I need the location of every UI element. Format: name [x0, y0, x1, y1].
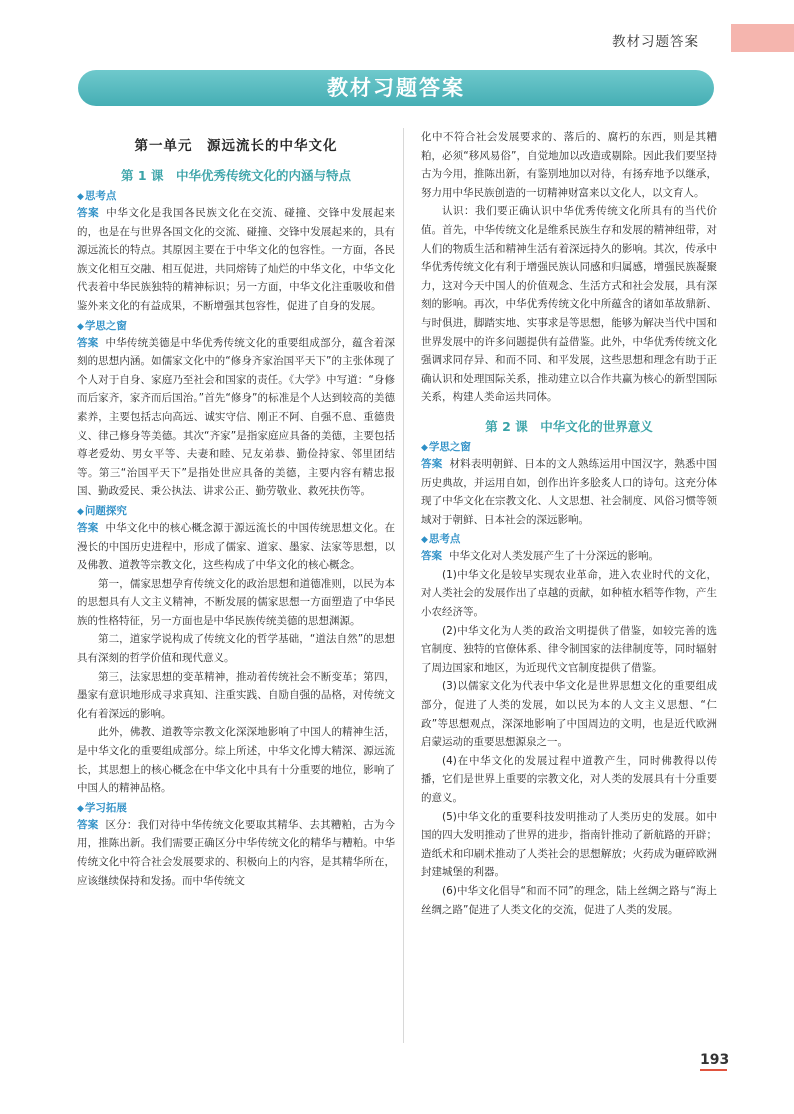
- left-column: [77, 128, 395, 890]
- answer-paragraph: [421, 547, 717, 566]
- right-column: [421, 128, 717, 919]
- answer-tag: 答案: [77, 207, 100, 219]
- body-paragraph: 第一，儒家思想孕育传统文化的政治思想和道德准则，以民为本的思想具有人文主义精神，不断发展的儒家思想一方面塑造了中华民族的性格特征，另一方面也是中华民族传统美德的思想渊源。: [77, 577, 395, 627]
- answer-paragraph: [77, 334, 395, 501]
- body-paragraph: (1)中华文化是较早实现农业革命，进入农业时代的文化，对人类社会的发展作出了卓越的贡献，如种植水稻等作物，产生小农经济等。: [421, 568, 717, 619]
- answer-paragraph: [77, 816, 395, 890]
- page-title-banner: 教材习题答案: [78, 70, 714, 106]
- answer-tag: 答案: [77, 818, 99, 831]
- lesson-1-title: 第 1 课 中华优秀传统文化的内涵与特点: [121, 168, 351, 183]
- answer-text: 中华文化中的核心概念源于源远流长的中国传统思想文化。在漫长的中国历史进程中，形成了儒家、道家、墨家、法家等思想，以及佛教、道教等宗教文化，这些构成了中华文化的核心概念。: [77, 521, 396, 572]
- answer-text: 材料表明朝鲜、日本的文人熟练运用中国汉字，熟悉中国历史典故，并运用自如，创作出许多脍炙人口的诗句。这充分体现了中华文化在宗教文化、人文思想、社会制度、风俗习惯等领域对于朝鲜、日本社会的深远影响。: [421, 457, 718, 526]
- body-paragraph: 第二，道家学说构成了传统文化的哲学基础，“道法自然”的思想具有深刻的哲学价值和现代意义。: [77, 633, 395, 665]
- header-accent-bar: [731, 24, 794, 52]
- body-paragraph: (2)中华文化为人类的政治文明提供了借鉴，如较完善的选官制度、独特的官僚体系、律令制国家的法律制度等，同时辐射了周边国家和地区，为近现代文官制度提供了借鉴。: [421, 624, 717, 674]
- answer-paragraph: [421, 455, 717, 529]
- body-paragraph: (6)中华文化倡导“和而不同”的理念，陆上丝绸之路与“海上丝绸之路”促进了人类文化的交流，促进了人类的发展。: [421, 884, 717, 916]
- answer-tag: 答案: [421, 550, 442, 563]
- section-label-sikaodian: ◆ 思考点: [77, 188, 395, 203]
- column-divider: [403, 128, 404, 1043]
- answer-paragraph: [77, 519, 395, 575]
- section-label-tuozhan: ◆ 学习拓展: [77, 800, 395, 815]
- lesson-2-title: 第 2 课 中华文化的世界意义: [485, 418, 653, 434]
- body-paragraph: 化中不符合社会发展要求的、落后的、腐朽的东西，则是其糟粕，必须“移风易俗”，自觉地加以改造或剔除。因此我们要坚持古为今用，推陈出新，有鉴别地加以对待，有扬弃地予以继承，努力用中华民族创造的一切精神财富来以文化人，以文育人。: [421, 131, 717, 199]
- body-paragraph: (3)以儒家文化为代表中华文化是世界思想文化的重要组成部分，促进了人类的发展，如以民为本的人文主义思想、“仁政”等思想观点，深深地影响了中国周边的文明，也是近代欧洲启蒙运动的重要思想源泉之一。: [421, 680, 717, 749]
- body-paragraph: 认识：我们要正确认识中华优秀传统文化所具有的当代价值。首先，中华传统文化是维系民族生存和发展的精神纽带，对人们的物质生活和精神生活有着深远持久的影响。其次，传承中华优秀传统文化有利于增强民族认同感和归属感，增强民族凝聚力，这对今天中国人的价值观念、生活方式和社会发展，具有深刻的影响。再次，中华优秀传统文化中所蕴含的诸如革故鼎新、与时俱进，脚踏实地、实事求是等思想，能够为解决当代中国和世界发展中的许多问题提供有益借鉴。此外，中华优秀传统文化强调求同存异、和而不同、和平发展，这些思想和理念有助于正确认识和处理国际关系，推动建立以合作共赢为核心的新型国际关系，构建人类命运共同体。: [421, 205, 717, 404]
- answer-tag: 答案: [421, 457, 443, 470]
- body-paragraph: 第三，法家思想的变革精神，推动着传统社会不断变革；第四，墨家有意识地形成寻求真知、注重实践、自励自强的品格，对传统文化有着深远的影响。: [77, 670, 395, 720]
- answer-text: 中华文化对人类发展产生了十分深远的影响。: [449, 550, 659, 563]
- answer-tag: 答案: [77, 521, 99, 534]
- body-paragraph: (4)在中华文化的发展过程中道教产生，同时佛教得以传播，它们是世界上重要的宗教文化，对人类的发展具有十分重要的意义。: [421, 754, 717, 804]
- page-number: 193: [700, 1052, 730, 1068]
- answer-text: 中华文化是我国各民族文化在交流、碰撞、交锋中发展起来的，也是在与世界各国文化的交流、碰撞、交锋中发展起来的，具有源远流长的特点。其原因主要在于中华文化的包容性。一方面，各民族文化相互交融、相互促进，共同熔铸了灿烂的中华文化，中华文化代表着中华民族独特的精神标识；另一方面，中华文化注重吸收和借鉴外来文化的有益成果，不断增强其包容性，促进了自身的发展。: [77, 207, 396, 312]
- body-paragraph: 此外，佛教、道教等宗教文化深深地影响了中国人的精神生活，是中华文化的重要组成部分。综上所述，中华文化博大精深、源远流长，其思想上的核心概念在中华文化中具有十分重要的地位，影响了中国人的精神品格。: [77, 726, 395, 795]
- unit-title: 第一单元 源远流长的中华文化: [134, 138, 338, 154]
- answer-text: 中华传统美德是中华优秀传统文化的重要组成部分，蕴含着深刻的思想内涵。如儒家文化中的“修身齐家治国平天下”的主张体现了个人对于自身、家庭乃至社会和国家的责任。《大学》中写道：“身修而后家齐，家齐而后国治。”首先“修身”的标准是个人达到较高的美德素养，主要包括志向高远、诚实守信、刚正不阿、自强不息、重德贵义、律己修身等美德。其次“齐家”是指家庭应具备的美德，主要包括尊老爱幼、男女平等、夫妻和睦、兄友弟恭、勤俭持家、邻里团结等。第三“治国平天下”是指处世应具备的美德，主要内容有精忠报国、勤政爱民、秉公执法、讲求公正、勤劳敬业、救死扶伤等。: [77, 336, 396, 498]
- answer-text: 区分：我们对待中华传统文化要取其精华、去其糟粕，古为今用，推陈出新。我们需要正确区分中华传统文化的精华与糟粕。中华传统文化中符合社会发展要求的、积极向上的内容，是其精华所在，应该继续保持和发扬。而中华传统文: [77, 818, 396, 887]
- running-header: 教材习题答案: [612, 34, 699, 50]
- section-label-xuesi: ◆ 学思之窗: [421, 439, 717, 454]
- section-label-xuesi: ◆ 学思之窗: [77, 318, 395, 333]
- body-paragraph: (5)中华文化的重要科技发明推动了人类历史的发展。如中国的四大发明推动了世界的进步，指南针推动了新航路的开辟；造纸术和印刷术推动了人类社会的思想解放；火药成为砸碎欧洲封建城堡的利器。: [421, 810, 717, 879]
- answer-tag: 答案: [77, 336, 99, 349]
- section-label-wenti: ◆ 问题探究: [77, 503, 395, 518]
- page-number-underline: [700, 1069, 727, 1071]
- answer-paragraph: [77, 204, 395, 316]
- section-label-sikaodian: ◆ 思考点: [421, 531, 717, 546]
